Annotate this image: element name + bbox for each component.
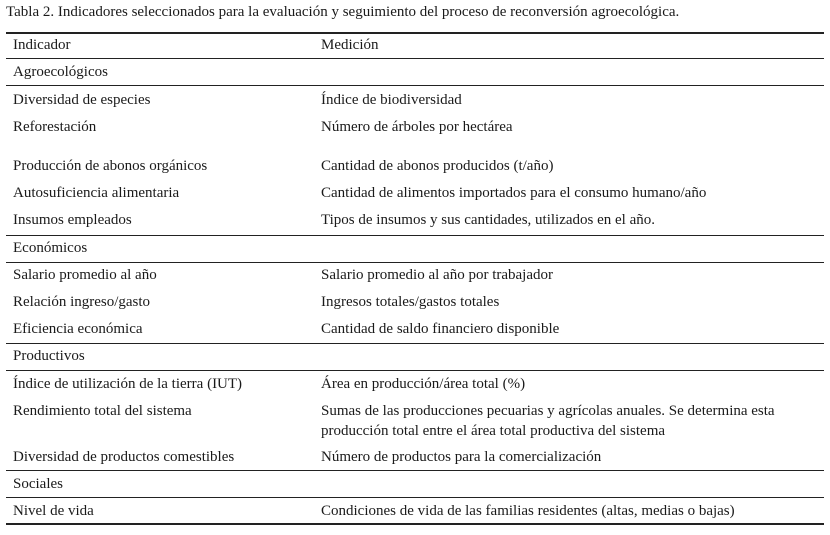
table-bottom-rule — [6, 523, 824, 525]
group-title: Económicos — [13, 240, 88, 256]
row-measure: Área en producción/área total (%) — [321, 376, 526, 392]
group-rule — [6, 343, 824, 344]
group-rule — [6, 370, 824, 371]
row-measure: Número de productos para la comercialización — [321, 449, 602, 465]
header-measure: Medición — [321, 37, 379, 53]
row-measure: Sumas de las producciones pecuarias y agrícolas anuales. Se determina esta producción total entre el área total productiva del sistema — [321, 403, 775, 439]
row-measure: Tipos de insumos y sus cantidades, utilizados en el año. — [321, 212, 655, 228]
row-indicator: Reforestación — [13, 119, 97, 135]
row-measure: Número de árboles por hectárea — [321, 119, 513, 135]
row-measure: Cantidad de saldo financiero disponible — [321, 321, 560, 337]
row-measure: Condiciones de vida de las familias residentes (altas, medias o bajas) — [321, 503, 735, 519]
row-indicator: Diversidad de productos comestibles — [13, 449, 235, 465]
group-rule — [6, 497, 824, 498]
row-measure: Cantidad de alimentos importados para el consumo humano/año — [321, 185, 707, 201]
row-measure: Ingresos totales/gastos totales — [321, 294, 500, 310]
row-indicator: Eficiencia económica — [13, 321, 143, 337]
row-indicator: Insumos empleados — [13, 212, 132, 228]
row-indicator: Nivel de vida — [13, 503, 94, 519]
row-indicator: Relación ingreso/gasto — [13, 294, 151, 310]
table-top-rule — [6, 32, 824, 34]
row-measure: Índice de biodiversidad — [321, 92, 462, 108]
group-title: Agroecológicos — [13, 64, 108, 80]
group-rule — [6, 470, 824, 471]
row-indicator: Autosuficiencia alimentaria — [13, 185, 180, 201]
row-measure: Cantidad de abonos producidos (t/año) — [321, 158, 554, 174]
table-caption: Tabla 2. Indicadores seleccionados para la evaluación y seguimiento del proceso de reconversión agroecológica. — [6, 4, 680, 20]
group-rule — [6, 235, 824, 236]
row-indicator: Rendimiento total del sistema — [13, 403, 192, 419]
header-indicator: Indicador — [13, 37, 71, 53]
group-rule — [6, 262, 824, 263]
row-indicator: Producción de abonos orgánicos — [13, 158, 208, 174]
row-measure: Salario promedio al año por trabajador — [321, 267, 554, 283]
row-indicator: Salario promedio al año — [13, 267, 157, 283]
header-rule — [6, 58, 824, 59]
group-title: Sociales — [13, 476, 63, 492]
group-title: Productivos — [13, 348, 85, 364]
row-indicator: Índice de utilización de la tierra (IUT) — [13, 376, 243, 392]
row-indicator: Diversidad de especies — [13, 92, 151, 108]
group-rule — [6, 85, 824, 86]
